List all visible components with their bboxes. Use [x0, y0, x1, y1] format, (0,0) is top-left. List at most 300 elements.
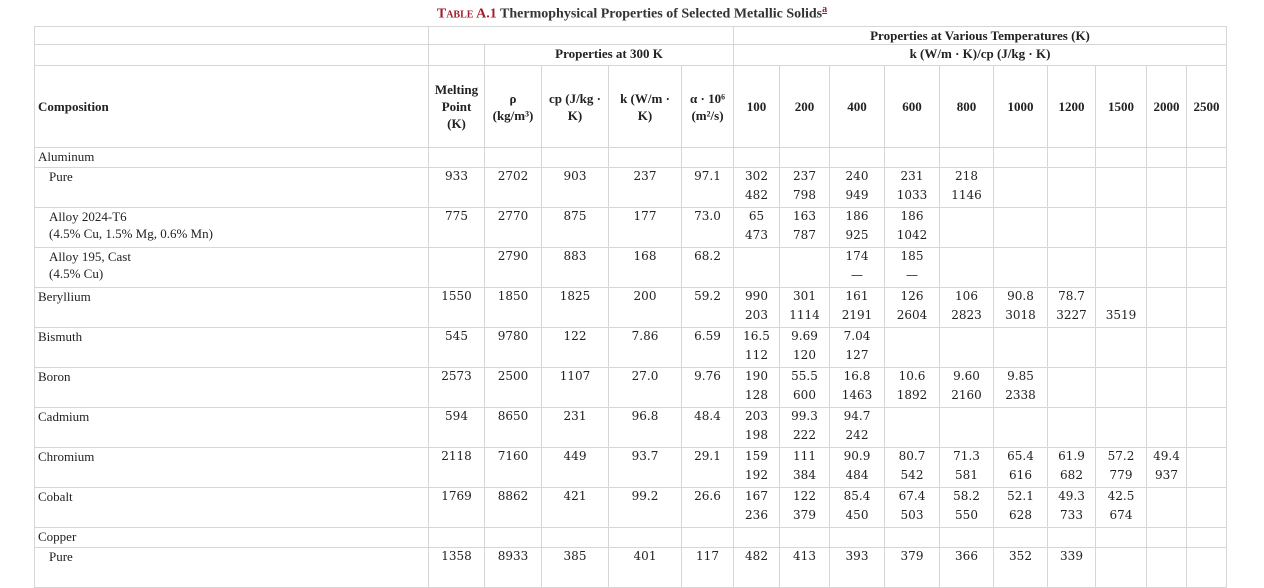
cp-value [1051, 347, 1092, 366]
value-k: 401 [609, 548, 682, 588]
k-value [1099, 208, 1143, 227]
value-rho: 2500 [485, 368, 542, 408]
temp-cell [1187, 328, 1227, 368]
composition-cell [35, 448, 429, 488]
value-mp: 1769 [429, 488, 485, 528]
cp-value [1099, 387, 1143, 406]
cp-value [943, 227, 990, 246]
k-value [888, 328, 936, 347]
k-value [1190, 328, 1223, 347]
temp-cell [1187, 488, 1227, 528]
cp-value [1051, 227, 1092, 246]
cp-value [1051, 267, 1092, 286]
temp-cell [780, 168, 830, 208]
temp-cell [1096, 368, 1147, 408]
temp-cell [1048, 548, 1096, 588]
k-value [1099, 328, 1143, 347]
k-value [1150, 528, 1183, 547]
cp-value [1150, 387, 1183, 406]
temp-cell [780, 528, 830, 548]
cp-value: 236 [745, 508, 768, 522]
k-value [1150, 208, 1183, 227]
k-value: 237 [793, 169, 816, 183]
composition-name: Beryllium [38, 289, 91, 304]
temp-cell [734, 288, 780, 328]
temp-cell [940, 248, 994, 288]
cp-value: 503 [900, 508, 924, 522]
cp-value [888, 347, 936, 366]
value-alpha: 29.1 [682, 448, 734, 488]
cp-value: 203 [745, 308, 768, 322]
k-value [737, 248, 776, 267]
k-value [1190, 548, 1223, 567]
k-value [943, 248, 990, 267]
k-value [1190, 288, 1223, 307]
value-mp: 933 [429, 168, 485, 208]
cp-value [1150, 507, 1183, 526]
cp-value: 600 [793, 388, 816, 402]
k-value: 393 [845, 549, 869, 563]
temp-cell [830, 488, 885, 528]
value-mp: 594 [429, 408, 485, 448]
header-conductivity: k (W/m · K) [609, 66, 682, 148]
composition-name: Pure [49, 549, 73, 564]
k-value: 9.85 [1007, 369, 1034, 383]
value-alpha: 97.1 [682, 168, 734, 208]
temp-cell [1187, 168, 1227, 208]
value-rho: 1850 [485, 288, 542, 328]
value-mp [429, 248, 485, 288]
header-temp-1200: 1200 [1048, 66, 1096, 148]
table-row [35, 168, 1227, 208]
value-alpha: 6.59 [682, 328, 734, 368]
table-row [35, 288, 1227, 328]
k-value [1190, 408, 1223, 427]
header-specific-heat: cp (J/kg · K) [542, 66, 609, 148]
temp-cell [1048, 148, 1096, 168]
temp-cell [734, 408, 780, 448]
k-value [1099, 148, 1143, 167]
temp-cell [1187, 368, 1227, 408]
value-rho: 8862 [485, 488, 542, 528]
temp-cell [994, 248, 1048, 288]
cp-value [997, 427, 1044, 446]
k-value: 94.7 [843, 409, 871, 423]
cp-value: 1892 [896, 388, 928, 402]
cp-value [1051, 387, 1092, 406]
temp-cell [780, 208, 830, 248]
cp-value [1150, 567, 1183, 586]
cp-value: 733 [1060, 508, 1083, 522]
temp-cell [940, 168, 994, 208]
temp-cell [780, 368, 830, 408]
value-alpha [682, 528, 734, 548]
k-value [943, 208, 990, 227]
temp-cell [830, 548, 885, 588]
temp-cell [780, 148, 830, 168]
temp-cell [994, 528, 1048, 548]
value-rho: 9780 [485, 328, 542, 368]
temp-cell [994, 288, 1048, 328]
temp-cell [1096, 248, 1147, 288]
temp-cell [1147, 288, 1187, 328]
header-diffusivity: α · 10⁶ (m²/s) [682, 66, 734, 148]
temp-cell [885, 488, 940, 528]
temp-cell [1147, 328, 1187, 368]
value-rho [485, 148, 542, 168]
temp-cell [830, 288, 885, 328]
temp-cell [780, 288, 830, 328]
temp-cell [994, 408, 1048, 448]
value-cp [542, 528, 609, 548]
table-caption [0, 4, 1264, 23]
k-value [997, 328, 1044, 347]
temp-cell [780, 328, 830, 368]
cp-value [1190, 347, 1223, 366]
k-value: 65.4 [1007, 449, 1034, 463]
temp-cell [1147, 208, 1187, 248]
value-alpha: 9.76 [682, 368, 734, 408]
k-value: 111 [793, 449, 816, 463]
table-row [35, 148, 1227, 168]
cp-value [1099, 347, 1143, 366]
table-row [35, 408, 1227, 448]
k-value [783, 148, 826, 167]
composition-cell [35, 528, 429, 548]
composition-cell [35, 248, 429, 288]
blank-header-2 [35, 45, 429, 66]
cp-value: 2338 [1005, 388, 1036, 402]
temp-cell [780, 448, 830, 488]
cp-value [943, 347, 990, 366]
temp-cell [1187, 248, 1227, 288]
cp-value [888, 567, 936, 586]
temp-cell [885, 168, 940, 208]
value-rho [485, 528, 542, 548]
temp-cell [830, 528, 885, 548]
value-alpha: 117 [682, 548, 734, 588]
caption-footnote-link[interactable]: a [822, 4, 828, 15]
temp-cell [994, 368, 1048, 408]
value-k: 237 [609, 168, 682, 208]
temp-cell [940, 528, 994, 548]
blank-header-300 [429, 27, 734, 45]
temp-cell [1187, 528, 1227, 548]
k-value [1099, 168, 1143, 187]
temp-cell [940, 368, 994, 408]
cp-value: 2823 [951, 308, 982, 322]
k-value [997, 528, 1044, 547]
temp-cell [780, 248, 830, 288]
cp-value [1150, 427, 1183, 446]
k-value: 482 [745, 549, 768, 563]
k-value: 339 [1060, 549, 1083, 563]
k-value: 85.4 [843, 489, 871, 503]
cp-value: 798 [793, 188, 816, 202]
value-cp: 385 [542, 548, 609, 588]
cp-value: 1042 [896, 228, 928, 242]
temp-cell [1187, 548, 1227, 588]
k-value: 167 [745, 489, 768, 503]
k-value [1099, 248, 1143, 267]
cp-value: 1146 [951, 188, 982, 202]
temp-cell [885, 448, 940, 488]
table-row [35, 488, 1227, 528]
k-value: 161 [845, 289, 869, 303]
cp-value: 482 [745, 188, 768, 202]
k-value [997, 248, 1044, 267]
cp-value [833, 567, 881, 586]
k-value [737, 148, 776, 167]
k-value [1051, 328, 1092, 347]
k-value: 52.1 [1007, 489, 1034, 503]
header-temp-2000: 2000 [1147, 66, 1187, 148]
value-k: 7.86 [609, 328, 682, 368]
k-value: 203 [745, 409, 768, 423]
temp-cell [940, 488, 994, 528]
composition-name: Pure [49, 169, 73, 184]
composition-cell [35, 548, 429, 588]
k-value: 61.9 [1058, 449, 1085, 463]
cp-value [1190, 427, 1223, 446]
k-value [783, 248, 826, 267]
value-cp [542, 148, 609, 168]
cp-value [997, 227, 1044, 246]
cp-value [943, 427, 990, 446]
k-value [943, 328, 990, 347]
value-k [609, 528, 682, 548]
temp-cell [1187, 148, 1227, 168]
temp-cell [1147, 168, 1187, 208]
k-value [737, 528, 776, 547]
composition-cell [35, 488, 429, 528]
temp-cell [734, 328, 780, 368]
cp-value: 787 [793, 228, 816, 242]
k-value [1051, 208, 1092, 227]
k-value: 301 [793, 289, 816, 303]
value-k: 200 [609, 288, 682, 328]
k-value [943, 528, 990, 547]
temp-cell [940, 148, 994, 168]
composition-name: Alloy 195, Cast [49, 249, 131, 264]
temp-cell [994, 208, 1048, 248]
cp-value [783, 567, 826, 586]
cp-value: 450 [845, 508, 869, 522]
composition-cell [35, 168, 429, 208]
header-temp-1000: 1000 [994, 66, 1048, 148]
temp-cell [1048, 248, 1096, 288]
temp-cell [734, 488, 780, 528]
value-cp: 449 [542, 448, 609, 488]
k-value [1051, 248, 1092, 267]
cp-value: 2160 [951, 388, 982, 402]
cp-value: 682 [1060, 468, 1083, 482]
k-value [1099, 548, 1143, 567]
blank-header [35, 27, 429, 45]
cp-value: 674 [1109, 508, 1133, 522]
cp-value [1190, 567, 1223, 586]
header-temp-400: 400 [830, 66, 885, 148]
temp-cell [1187, 408, 1227, 448]
k-value: 16.5 [743, 329, 770, 343]
value-mp [429, 148, 485, 168]
k-value: 65 [748, 209, 765, 223]
k-value [1150, 548, 1183, 567]
temp-cell [940, 288, 994, 328]
cp-value [1190, 187, 1223, 206]
k-value [833, 148, 881, 167]
k-value [1051, 148, 1092, 167]
cp-value: 542 [900, 468, 924, 482]
table-row [35, 368, 1227, 408]
temp-cell [830, 248, 885, 288]
k-value [1190, 368, 1223, 387]
k-value: 99.3 [791, 409, 818, 423]
cp-value: 3227 [1056, 308, 1087, 322]
temp-cell [1048, 288, 1096, 328]
temp-cell [885, 328, 940, 368]
cp-value [1099, 187, 1143, 206]
composition-name: Chromium [38, 449, 95, 464]
cp-value: — [906, 268, 918, 282]
temp-cell [830, 368, 885, 408]
k-value: 67.4 [898, 489, 926, 503]
temp-cell [994, 488, 1048, 528]
k-value [1099, 288, 1143, 307]
temp-cell [885, 288, 940, 328]
k-value [1051, 168, 1092, 187]
composition-detail: (4.5% Cu, 1.5% Mg, 0.6% Mn) [49, 226, 213, 241]
temp-cell [830, 168, 885, 208]
cp-value [997, 187, 1044, 206]
temp-cell [734, 168, 780, 208]
k-value [943, 408, 990, 427]
k-value [1150, 488, 1183, 507]
composition-cell [35, 288, 429, 328]
cp-value [943, 567, 990, 586]
properties-table [34, 26, 1227, 588]
value-k: 93.7 [609, 448, 682, 488]
temp-cell [1096, 328, 1147, 368]
cp-value [1150, 267, 1183, 286]
temp-cell [734, 248, 780, 288]
header-temps-group: Properties at Various Temperatures (K) [734, 27, 1227, 45]
k-value [997, 408, 1044, 427]
temp-cell [1147, 148, 1187, 168]
k-value [1099, 528, 1143, 547]
table-row [35, 548, 1227, 588]
composition-cell [35, 208, 429, 248]
temp-cell [1147, 448, 1187, 488]
cp-value: 949 [845, 188, 869, 202]
temp-cell [1096, 208, 1147, 248]
k-value [1150, 288, 1183, 307]
k-value [783, 528, 826, 547]
temp-cell [994, 548, 1048, 588]
value-k: 168 [609, 248, 682, 288]
k-value: 7.04 [843, 329, 871, 343]
temp-cell [1096, 548, 1147, 588]
temp-cell [1096, 408, 1147, 448]
temp-cell [940, 448, 994, 488]
value-cp: 421 [542, 488, 609, 528]
cp-value [1190, 307, 1223, 326]
cp-value: 1114 [789, 308, 820, 322]
cp-value [1051, 187, 1092, 206]
cp-value [1099, 567, 1143, 586]
k-value [1190, 168, 1223, 187]
cp-value: 616 [1009, 468, 1032, 482]
temp-cell [885, 408, 940, 448]
temp-cell [734, 528, 780, 548]
cp-value: 484 [845, 468, 869, 482]
value-rho: 2770 [485, 208, 542, 248]
temp-cell [1147, 408, 1187, 448]
header-temp-100: 100 [734, 66, 780, 148]
k-value [997, 168, 1044, 187]
k-value: 990 [745, 289, 768, 303]
cp-value [943, 267, 990, 286]
composition-cell [35, 408, 429, 448]
value-alpha: 48.4 [682, 408, 734, 448]
cp-value [1150, 227, 1183, 246]
value-cp: 875 [542, 208, 609, 248]
cp-value [1150, 347, 1183, 366]
k-value: 159 [745, 449, 768, 463]
composition-name: Cadmium [38, 409, 90, 424]
cp-value [1099, 227, 1143, 246]
k-value: 413 [793, 549, 816, 563]
cp-value: 222 [793, 428, 816, 442]
value-k: 177 [609, 208, 682, 248]
k-value [1190, 148, 1223, 167]
temp-cell [1048, 408, 1096, 448]
k-value [1150, 168, 1183, 187]
composition-name: Copper [38, 529, 77, 544]
k-value: 218 [955, 169, 978, 183]
cp-value [1190, 227, 1223, 246]
composition-detail: (4.5% Cu) [49, 266, 104, 281]
cp-value [1150, 187, 1183, 206]
temp-cell [940, 208, 994, 248]
cp-value: 120 [793, 348, 816, 362]
header-density: ρ (kg/m³) [485, 66, 542, 148]
value-alpha: 26.6 [682, 488, 734, 528]
cp-value [1051, 567, 1092, 586]
composition-name: Boron [38, 369, 71, 384]
k-value: 186 [900, 209, 924, 223]
temp-cell [1048, 168, 1096, 208]
k-value: 49.3 [1058, 489, 1085, 503]
temp-cell [885, 368, 940, 408]
cp-value: 3018 [1005, 308, 1036, 322]
value-rho: 7160 [485, 448, 542, 488]
temp-cell [1187, 208, 1227, 248]
k-value: 302 [745, 169, 768, 183]
k-value: 240 [845, 169, 869, 183]
k-value [1150, 328, 1183, 347]
table-row [35, 208, 1227, 248]
temp-cell [1187, 448, 1227, 488]
composition-name: Alloy 2024-T6 [49, 209, 127, 224]
temp-cell [940, 408, 994, 448]
cp-value [997, 567, 1044, 586]
k-value: 122 [793, 489, 816, 503]
k-value [1099, 408, 1143, 427]
k-value: 42.5 [1107, 489, 1135, 503]
k-value [888, 408, 936, 427]
value-mp: 2118 [429, 448, 485, 488]
